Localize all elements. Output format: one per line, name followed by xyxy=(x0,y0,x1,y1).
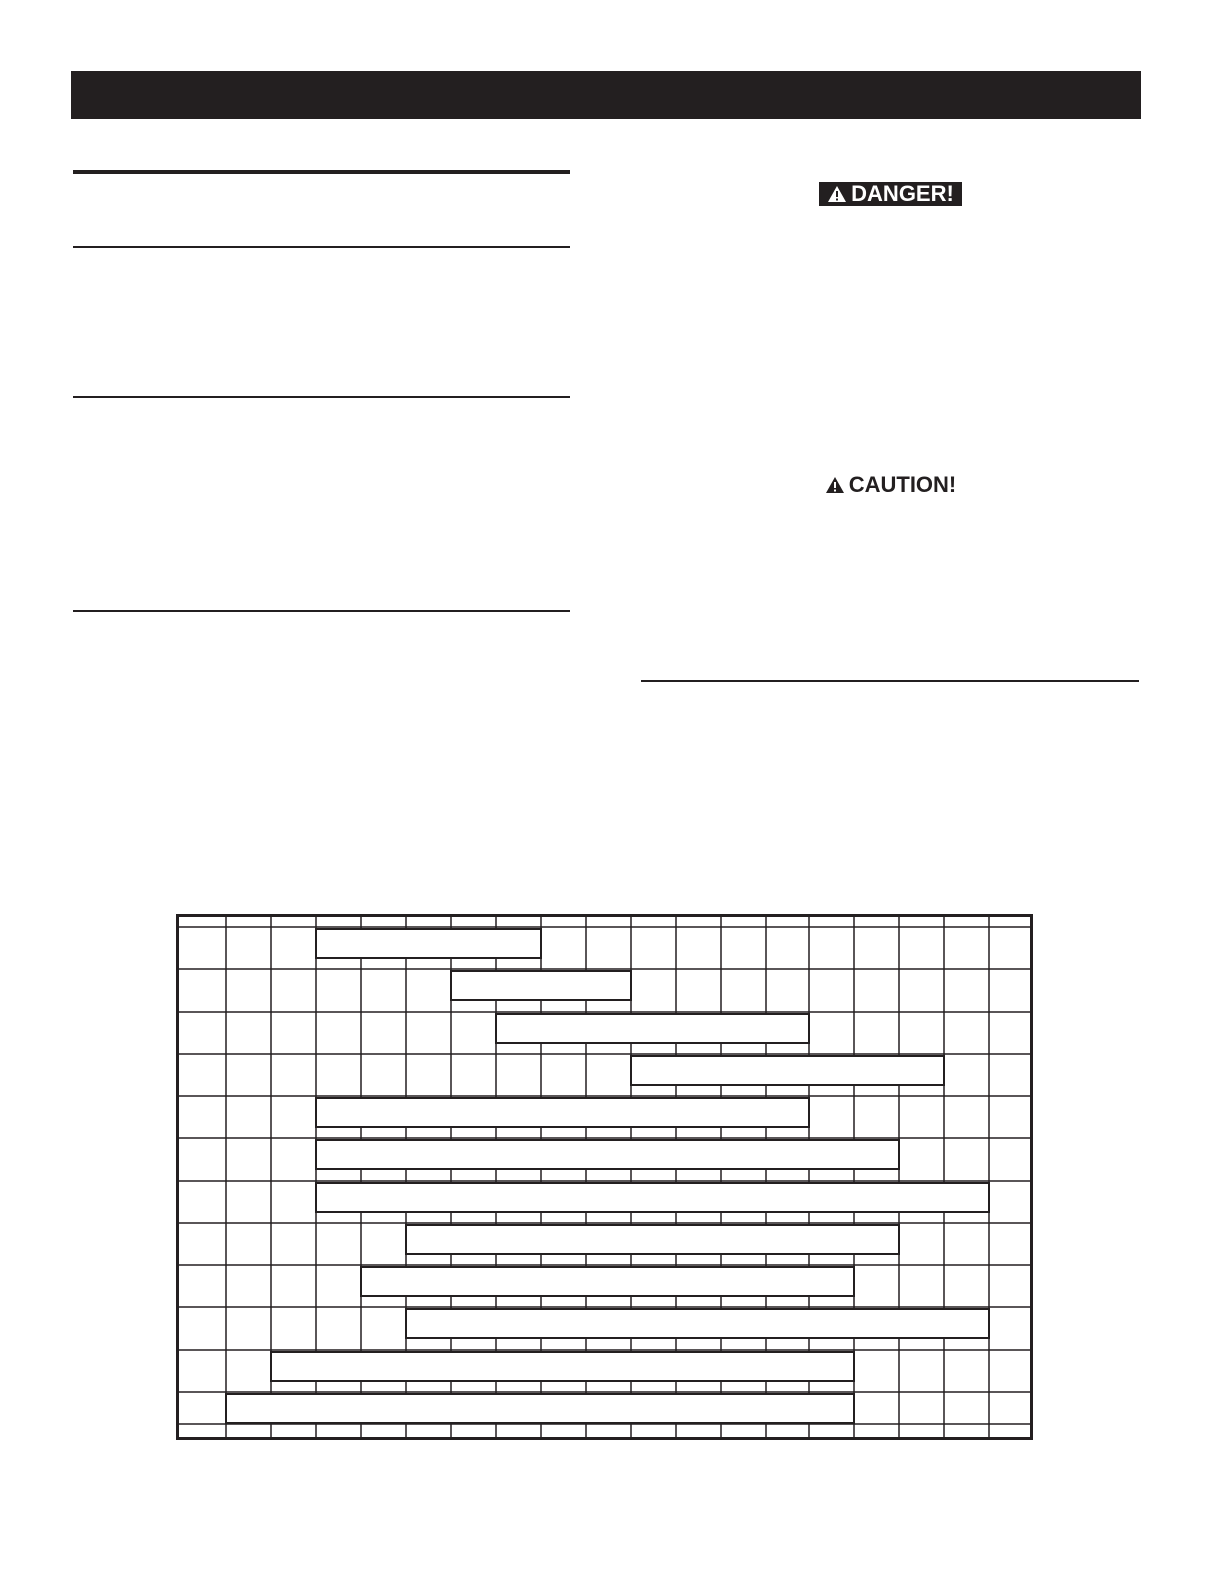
chart-label-band xyxy=(316,1183,989,1212)
extension-cord-chart xyxy=(176,914,1033,1440)
warning-triangle-icon xyxy=(825,476,845,494)
left-column-rule-3 xyxy=(73,610,570,612)
chart-label-band xyxy=(226,1394,854,1423)
danger-label xyxy=(819,182,962,206)
chart-label-band xyxy=(406,1309,989,1338)
chart-label-band xyxy=(271,1352,854,1381)
chart-label-band xyxy=(631,1056,944,1085)
chart-label-band xyxy=(316,929,541,958)
chart-label-band xyxy=(361,1267,854,1296)
danger-label-text: DANGER! xyxy=(851,181,954,206)
chart-label-band xyxy=(451,971,631,1000)
left-column-top-rule xyxy=(73,170,570,174)
chart-label-band xyxy=(316,1098,809,1127)
warning-triangle-icon xyxy=(827,185,847,203)
chart-label-band xyxy=(316,1140,899,1169)
section-header-bar xyxy=(71,71,1141,119)
chart-label-band xyxy=(496,1014,809,1043)
right-column-rule xyxy=(641,680,1139,682)
caution-label xyxy=(819,473,962,497)
left-column-rule-2 xyxy=(73,396,570,398)
caution-label-text: CAUTION! xyxy=(848,472,957,497)
left-column-rule-1 xyxy=(73,246,570,248)
chart-label-band xyxy=(406,1225,899,1254)
